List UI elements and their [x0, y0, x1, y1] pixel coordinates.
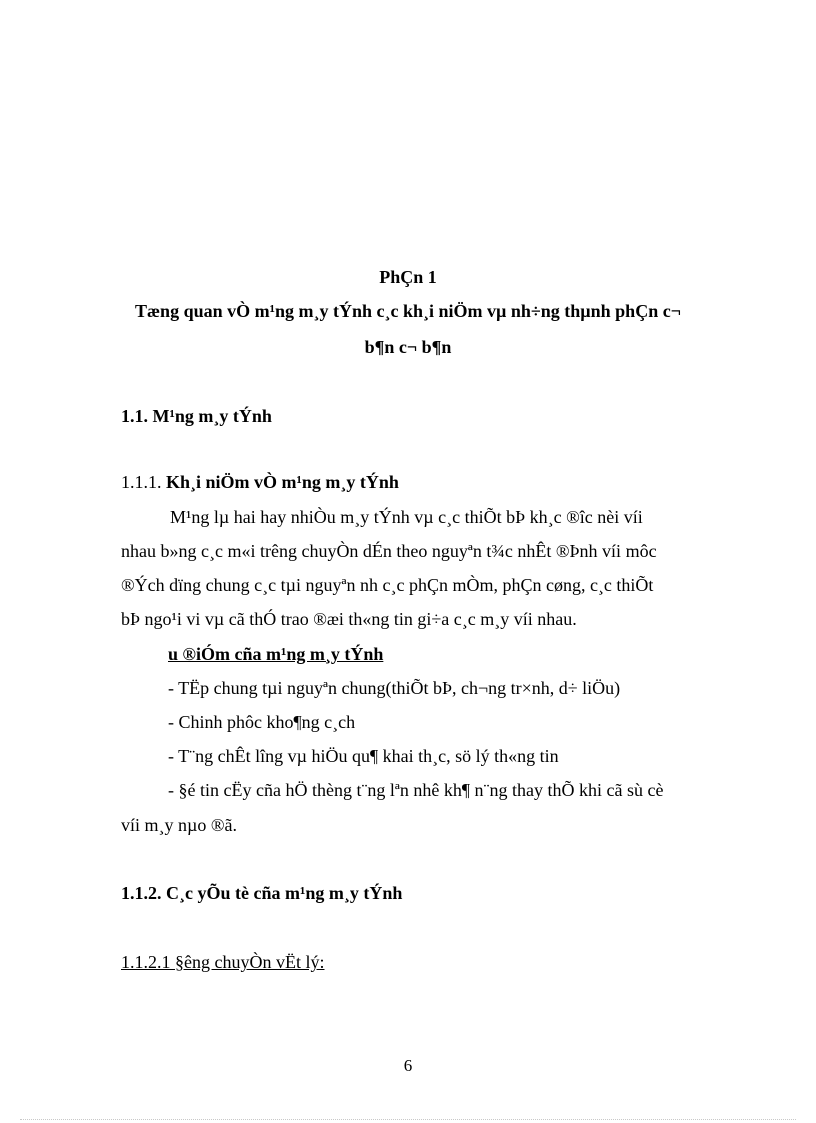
paragraph-line-4: bÞ ngo¹i vi vµ cã thÓ trao ®æi th«ng tin gi÷a c¸c m¸y víi nhau. — [121, 609, 577, 629]
bullet-item-4: - §é tin cËy cña hÖ thèng t¨ng lªn nhê kh¶ n¨ng thay thÕ khi cã sù cè — [168, 780, 664, 800]
section-1-1-title: 1.1. M¹ng m¸y tÝnh — [121, 406, 272, 426]
page-number: 6 — [403, 1056, 413, 1075]
section-1-1-2-title: 1.1.2. C¸c yÕu tè cña m¹ng m¸y tÝnh — [121, 883, 403, 903]
chapter-title-line-1: Tæng quan vÒ m¹ng m¸y tÝnh c¸c kh¸i niÖm vµ nh÷ng thµnh phÇn c¬ — [135, 301, 681, 321]
chapter-title-line-2: b¶n c¬ b¶n — [364, 337, 452, 357]
section-1-1-2-1-title: 1.1.2.1 §êng chuyÒn vËt lý: — [121, 952, 325, 972]
bullet-item-2: - Chinh phôc kho¶ng c¸ch — [168, 712, 356, 732]
section-1-1-1-number: 1.1.1. — [121, 472, 166, 492]
bullet-item-4-continuation: víi m¸y nµo ®ã. — [121, 815, 238, 835]
paragraph-line-1: M¹ng lµ hai hay nhiÒu m¸y tÝnh vµ c¸c thiÕt bÞ kh¸c ®îc nèi víi — [170, 507, 643, 527]
section-1-1-1-title: Kh¸i niÖm vÒ m¹ng m¸y tÝnh — [166, 472, 399, 492]
paragraph-line-2: nhau b»ng c¸c m«i trêng chuyÒn dÉn theo nguyªn t¾c nhÊt ®Þnh víi môc — [121, 541, 657, 561]
section-1-1-1-heading — [121, 471, 399, 493]
advantages-title: u ®iÓm cña m¹ng m¸y tÝnh — [168, 644, 384, 664]
paragraph-line-3: ®Ých dïng chung c¸c tµi nguyªn nh c¸c phÇn mÒm, phÇn cøng, c¸c thiÕt — [121, 575, 654, 595]
bullet-item-1: - TËp chung tµi nguyªn chung(thiÕt bÞ, ch¬ng tr×nh, d÷ liÖu) — [168, 678, 621, 698]
bullet-item-3: - T¨ng chÊt lîng vµ hiÖu qu¶ khai th¸c, sö lý th«ng tin — [168, 746, 559, 766]
part-heading: PhÇn 1 — [379, 267, 437, 287]
page-bottom-divider — [20, 1119, 796, 1120]
